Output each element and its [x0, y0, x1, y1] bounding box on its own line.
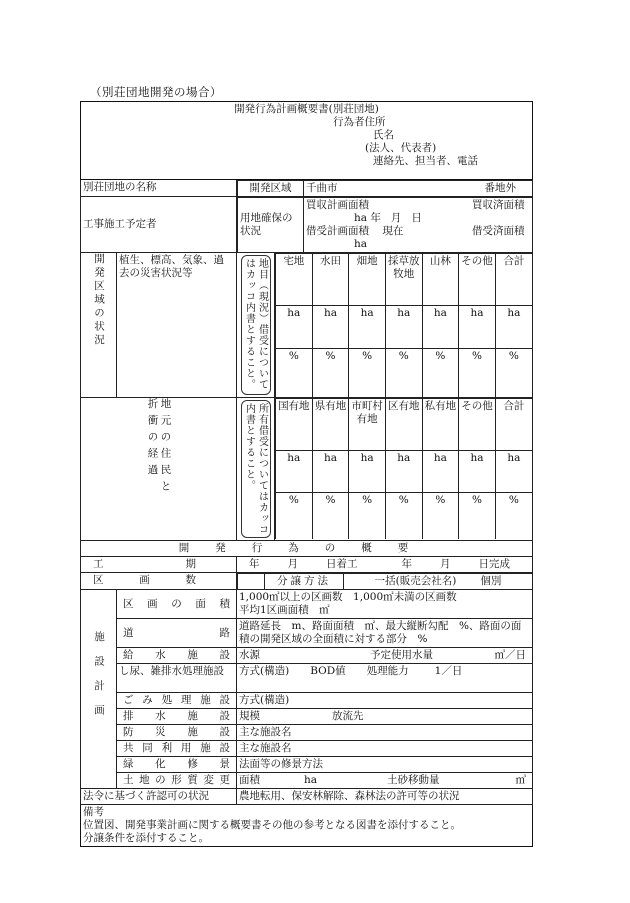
form-header — [81, 102, 533, 180]
notes-line-1: 位置図、開発事業計画に関する概要書その他の参考となる図書を添付すること。 — [83, 819, 461, 831]
ha-cell: ha — [276, 451, 313, 493]
drainage-outlet-label: 放流先 — [332, 710, 364, 722]
garbage-label: ごみ処理施設 — [123, 694, 230, 706]
pct-cell: % — [349, 349, 386, 397]
facility-row — [81, 648, 533, 664]
sewage-unit: 1／日 — [434, 665, 463, 677]
local-residents-side-label: 地元の住民と折衝の経過 — [146, 398, 172, 497]
ownership-grid — [275, 398, 532, 539]
own-col-national: 国有地 — [276, 399, 313, 451]
sales-method-value: 一括(販売会社名) 個別 — [344, 574, 533, 590]
ha-unit: ha — [304, 774, 318, 786]
purchase-plan-label: 買収計画面積 — [306, 199, 369, 211]
applicant-name-label: 氏名 — [373, 129, 394, 141]
water-usage-label: 予定使用水量 — [370, 649, 433, 661]
pct-cell: % — [385, 349, 422, 397]
land-note: 地目（現況）借受についてはカッコ内書とすること。 — [241, 255, 271, 395]
facility-row — [81, 709, 533, 725]
dev-area-label: 開発区域 — [238, 181, 304, 197]
ha-cell: ha — [495, 451, 532, 493]
own-col-municipal: 市町村有地 — [349, 399, 386, 451]
pct-cell: % — [385, 493, 422, 539]
own-col-private: 私有地 — [422, 399, 459, 451]
ha-cell: ha — [312, 451, 349, 493]
land-col-forest: 山林 — [422, 254, 459, 306]
ha-cell: ha — [495, 306, 532, 349]
own-col-other: その他 — [459, 399, 496, 451]
disaster-label: 防災施設 — [123, 726, 230, 738]
contact-label: 連絡先、担当者、電話 — [373, 155, 478, 167]
land-secured-label: 用地確保の状況 — [238, 198, 304, 253]
own-col-prefectural: 県有地 — [312, 399, 349, 451]
pct-cell: % — [276, 493, 313, 539]
lease-plan-label: 借受計画面積 — [306, 225, 369, 237]
land-col-field: 畑地 — [349, 254, 386, 306]
end-year: 年 — [401, 558, 412, 570]
drainage-scale-label: 規模 — [239, 710, 260, 722]
representative-label: (法人、代表者) — [365, 142, 437, 154]
plots-label: 区画数 — [93, 574, 196, 586]
facility-row — [81, 725, 533, 741]
sewage-label: し尿、雑排水処理施設 — [117, 664, 237, 693]
month-label: 月 — [390, 212, 402, 224]
land-col-other: その他 — [459, 254, 496, 306]
own-col-district: 区有地 — [385, 399, 422, 451]
facility-row — [81, 741, 533, 757]
water-unit: ㎥／日 — [494, 649, 526, 661]
form-caption: （別荘団地開発の場合） — [90, 85, 222, 99]
pct-cell: % — [276, 349, 313, 397]
notes-label: 備考 — [83, 806, 104, 818]
ha-unit: ha — [354, 212, 368, 224]
end-day: 日完成 — [478, 558, 510, 570]
shared-facility-label: 共同利用施設 — [123, 742, 230, 754]
pct-cell: % — [349, 493, 386, 539]
shared-facility-value: 主な施設名 — [237, 741, 533, 757]
ha-cell: ha — [349, 306, 386, 349]
city-name: 千曲市 — [306, 182, 338, 194]
facility-plan-side-label: 施設計画 — [93, 631, 105, 729]
ha-cell: ha — [312, 306, 349, 349]
water-source-label: 水源 — [239, 649, 260, 661]
land-type-grid — [275, 253, 532, 397]
road-label: 道路 — [123, 626, 230, 639]
ownership-note: 所有借受についてはカッコ内書とすること。 — [241, 400, 271, 538]
facility-row — [81, 590, 533, 619]
notes-section — [81, 805, 533, 847]
ha-cell: ha — [422, 306, 459, 349]
facility-row — [81, 773, 533, 789]
banchi-label: 番地外 — [484, 182, 516, 194]
facility-row — [81, 693, 533, 709]
dev-status-side-label: 開発区域の状況 — [93, 253, 105, 348]
ha-cell: ha — [349, 451, 386, 493]
applicant-address-label: 行為者住所 — [333, 116, 386, 128]
land-col-pasture: 採草放牧地 — [385, 254, 422, 306]
greening-value: 法面等の修景方法 — [237, 757, 533, 773]
garbage-value: 方式(構造) — [237, 693, 533, 709]
ha-cell: ha — [422, 451, 459, 493]
pct-cell: % — [459, 349, 496, 397]
leased-area-label: 借受済面積 — [472, 225, 525, 237]
ha-cell: ha — [459, 306, 496, 349]
current-label: 現在 — [382, 225, 404, 237]
pct-cell: % — [495, 349, 532, 397]
own-col-total: 合計 — [495, 399, 532, 451]
builder-label: 工事施工予定者 — [81, 197, 237, 253]
pct-cell: % — [312, 493, 349, 539]
ha-cell: ha — [459, 451, 496, 493]
period-label: 工期 — [93, 558, 196, 570]
land-change-label: 土地の形質変更 — [123, 774, 230, 786]
start-month: 月 — [287, 558, 298, 570]
plot-area-value: 1,000㎡以上の区画数 1,000㎡未満の区画数 — [239, 591, 457, 603]
ha-cell: ha — [385, 451, 422, 493]
ha-cell: ha — [385, 306, 422, 349]
soil-unit: ㎥ — [515, 774, 526, 786]
drainage-label: 排水施設 — [123, 710, 230, 722]
land-change-area-label: 面積 — [239, 774, 260, 786]
notes-line-2: 分譲条件を添付すること。 — [83, 832, 209, 844]
overview-title: 開発行為の概要 — [81, 541, 533, 557]
pct-cell: % — [495, 493, 532, 539]
land-col-paddy: 水田 — [312, 254, 349, 306]
soil-volume-label: 土砂移動量 — [387, 774, 440, 786]
ha-cell: ha — [276, 306, 313, 349]
pct-cell: % — [422, 349, 459, 397]
sewage-value: 方式(構造) BOD値 処理能力 — [239, 665, 409, 677]
end-month: 月 — [440, 558, 451, 570]
form-title: 開発行為計画概要書(別荘団地) — [234, 103, 379, 115]
land-col-total: 合計 — [495, 254, 532, 306]
greening-label: 緑化修景 — [123, 758, 230, 770]
villa-name-label: 別荘団地の名称 — [81, 180, 237, 197]
development-plan-form — [80, 101, 533, 847]
facility-row — [81, 664, 533, 693]
year-label: 年 — [370, 212, 381, 224]
status-description: 植生、標高、気象、過去の災害状況等 — [117, 253, 237, 398]
disaster-value: 主な施設名 — [237, 725, 533, 741]
road-value: 道路延長 m、路面面積 ㎡、最大縦断勾配 %、路面の面積の開発区域の全面積に対する部分 % — [237, 619, 533, 648]
bought-area-label: 買収済面積 — [472, 199, 525, 211]
ha-unit: ha — [354, 238, 368, 250]
plot-area-value2: 平均1区画面積 ㎡ — [239, 604, 330, 616]
plot-area-label: 区画の面積 — [123, 597, 230, 610]
pct-cell: % — [422, 493, 459, 539]
pct-cell: % — [459, 493, 496, 539]
facility-row — [81, 757, 533, 773]
day-label: 日 — [411, 212, 422, 224]
start-day: 日着工 — [326, 558, 358, 570]
permits-label: 法令に基づく許認可の状況 — [81, 789, 237, 805]
sales-method-label: 分譲方法 — [265, 574, 344, 590]
water-label: 給水施設 — [123, 649, 230, 661]
pct-cell: % — [312, 349, 349, 397]
individual-label: 個別 — [480, 575, 502, 587]
facility-row — [81, 619, 533, 648]
land-col-residential: 宅地 — [276, 254, 313, 306]
permits-value: 農地転用、保安林解除、森林法の許可等の状況 — [237, 789, 533, 805]
start-year: 年 — [249, 558, 260, 570]
